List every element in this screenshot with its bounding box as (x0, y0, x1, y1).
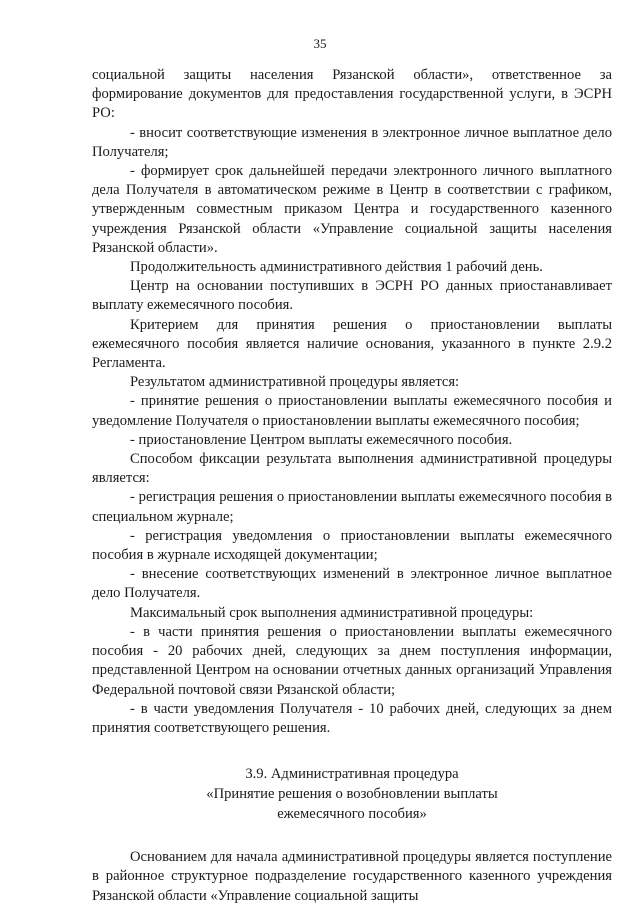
paragraph: Продолжительность административного действия 1 рабочий день. (130, 259, 543, 276)
paragraph: Способом фиксации результата выполнения административной процедуры является: (92, 451, 612, 487)
section-heading-title-line: «Принятие решения о возобновлении выплаты (206, 786, 498, 803)
paragraph: - вносит соответствующие изменения в электронное личное выплатное дело Получателя; (92, 124, 612, 160)
page-number: 35 (313, 36, 327, 51)
paragraph: Центр на основании поступивших в ЭСРН РО данных приостанавливает выплату ежемесячного пособия. (92, 278, 612, 314)
paragraph: - формирует срок дальнейшей передачи электронного личного выплатного дела Получателя в автоматическом режиме в Центр в соответствии с графиком, утвержденным совместным приказом Центра и государственного казенного учреждения Рязанской области «Управление социальной защиты населения Рязанской области». (92, 163, 612, 256)
section-heading-number: 3.9. Административная процедура (245, 766, 459, 783)
paragraph: - регистрация уведомления о приостановлении выплаты ежемесячного пособия в журнале исходящей документации; (92, 527, 612, 564)
paragraph: - приостановление Центром выплаты ежемесячного пособия. (130, 431, 513, 448)
paragraph: Основанием для начала административной процедуры является поступление в районное структурное подразделение государственного казенного учреждения Рязанской области «Управление социальной защиты (92, 849, 612, 904)
paragraph: - внесение соответствующих изменений в электронное личное выплатное дело Получателя. (92, 566, 612, 602)
section-heading (92, 764, 612, 824)
paragraph: Максимальный срок выполнения административной процедуры: (130, 604, 534, 621)
paragraph: социальной защиты населения Рязанской области», ответственное за формирование документов для предоставления государственной услуги, в ЭСРН РО: (92, 67, 612, 122)
section-heading-title-line: ежемесячного пособия» (277, 806, 427, 823)
document-body (92, 66, 612, 906)
paragraph: - регистрация решения о приостановлении выплаты ежемесячного пособия в специальном журнале; (92, 489, 612, 525)
paragraph: Критерием для принятия решения о приостановлении выплаты ежемесячного пособия является наличие основания, указанного в пункте 2.9.2 Регламента. (92, 316, 612, 372)
paragraph: - в части принятия решения о приостановлении выплаты ежемесячного пособия - 20 рабочих дней, следующих за днем поступления информации, представленной Центром на основании отчетных данных организаций Управления Федеральной почтовой связи Рязанской области; (92, 623, 612, 698)
paragraph: Результатом административной процедуры является: (130, 374, 460, 391)
paragraph: - в части уведомления Получателя - 10 рабочих дней, следующих за днем принятия соответствующего решения. (92, 700, 612, 736)
paragraph: - принятие решения о приостановлении выплаты ежемесячного пособия и уведомление Получателя о приостановлении выплаты ежемесячного пособия; (92, 393, 612, 429)
